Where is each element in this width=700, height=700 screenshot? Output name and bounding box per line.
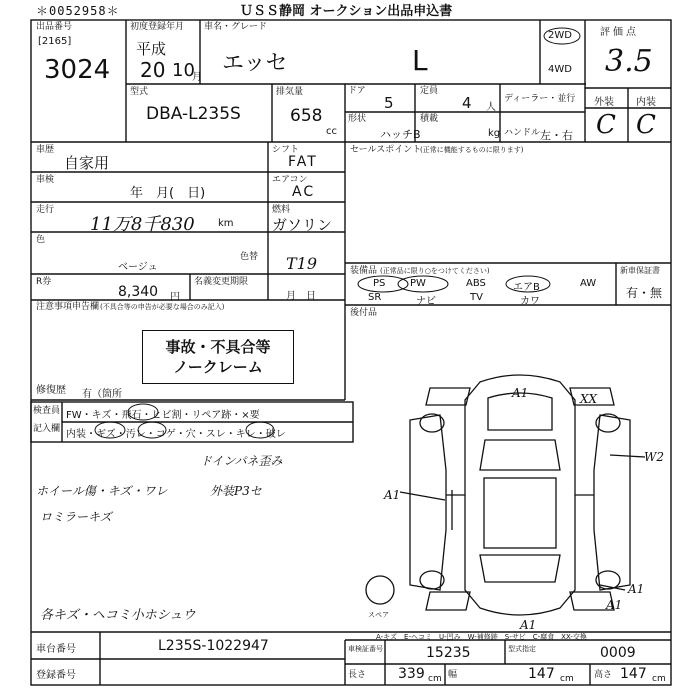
int-label: 内装 [636, 97, 656, 108]
equip-navi: ナビ [416, 296, 436, 307]
score-value: 3.5 [605, 44, 653, 79]
door-label: ドア [348, 86, 366, 96]
first-reg-month: 10 [172, 60, 195, 81]
capacity-label: 定員 [420, 86, 439, 96]
shift-value: FAT [288, 154, 318, 170]
inspection-label: 車検 [36, 175, 55, 185]
mileage-unit: km [218, 218, 234, 229]
mark-rear: A1 [520, 618, 537, 632]
first-reg-year: 20 [140, 58, 166, 82]
mileage-value: 11万8千830 [90, 214, 195, 235]
stamp-line1: 事故・不具合等 [165, 338, 271, 356]
barcode-number: ＊0052958＊ [36, 4, 120, 18]
lot-label: 出品番号 [36, 22, 73, 32]
usage-label: 車歴 [36, 145, 55, 155]
equip-tv: TV [470, 292, 483, 303]
notes-label: 注意事項申告欄 [36, 302, 100, 312]
dealer-label: ディーラー・並行 [504, 94, 576, 104]
ext-grade: C [596, 110, 616, 140]
handle-value: 左・右 [540, 129, 573, 142]
mark-left-side: A1 [384, 488, 401, 502]
checker-label1: 検査員 [33, 406, 61, 416]
displacement-unit: cc [326, 126, 337, 137]
remark-1: ドインパネ歪み [200, 454, 283, 468]
katashiki-value: DBA-L235S [146, 104, 241, 124]
remark-4: ロミラーキズ [40, 510, 112, 524]
notes-small: (不具合等の申告が必要な場合のみ記入) [100, 303, 225, 311]
model-code-value: 0009 [600, 645, 636, 661]
stamp-line2: ノークレーム [173, 358, 263, 376]
recycle-unit: 円 [170, 292, 180, 303]
displacement-label: 排気量 [276, 87, 304, 97]
name-change-label: 名義変更期限 [194, 277, 249, 287]
chassis-value: L235S-1022947 [158, 638, 269, 654]
model-grade: L [412, 44, 428, 77]
length-unit: cm [428, 674, 442, 684]
capacity-value: 4 [462, 94, 472, 112]
aircon-label: エアコン [272, 175, 308, 185]
body-label: 形状 [348, 114, 367, 124]
load-unit: kg [488, 128, 501, 139]
mark-roof: A1 [512, 386, 529, 400]
mark-rear-bumper: A1 [606, 598, 623, 612]
equipment-hint: (正常品に限り○をつけてください) [380, 267, 490, 275]
equip-ps: PS [373, 278, 386, 289]
width-value: 147 [528, 666, 555, 682]
height-unit: cm [652, 674, 666, 684]
checker-fw: FW・キズ・飛石・ヒビ割・リペア跡・×要 [66, 410, 260, 421]
remark-3: 外装P3セ [210, 484, 262, 498]
stock-label: 車検証番号 [348, 645, 383, 653]
repair-label: 修復歴 [36, 385, 66, 396]
aftermarket-label: 後付品 [350, 308, 378, 318]
equip-aw: AW [580, 278, 597, 289]
int-grade: C [636, 110, 656, 140]
displacement-value: 658 [290, 106, 323, 126]
capacity-unit: 人 [486, 102, 496, 113]
stock-value: 15235 [426, 645, 471, 661]
score-label: 評価点 [600, 27, 639, 38]
fuel-value: ガソリン [272, 216, 333, 234]
model-label: 車名・グレード [204, 22, 268, 32]
inspection-value: 年 月( 日) [130, 186, 206, 201]
height-label: 高さ [594, 670, 613, 680]
color-code: T19 [286, 254, 318, 273]
chassis-label: 車台番号 [36, 644, 76, 655]
remark-5: 各キズ・ヘコミ小ホシュウ [40, 608, 196, 623]
reg-number-label: 登録番号 [36, 670, 76, 681]
handle-label: ハンドル [504, 128, 541, 138]
equip-airbag: エアB [513, 282, 540, 293]
color-value: ベージュ [118, 262, 158, 273]
length-label: 長さ [348, 670, 367, 680]
load-label: 積載 [420, 114, 439, 124]
spare-label: スペア [368, 611, 389, 619]
lot-sub: [2165] [38, 36, 72, 47]
remark-2: ホイール傷・キズ・ワレ [36, 484, 168, 498]
checker-label2: 記入欄 [33, 424, 61, 434]
checker-interior: 内装・ギズ・汚レ・コゲ・穴・スレ・キレ・破レ [66, 429, 286, 440]
car-diagram [366, 375, 645, 615]
lot-number: 3024 [44, 55, 111, 85]
mark-front-right: XX [580, 392, 598, 406]
model-name: エッセ [222, 51, 288, 76]
shift-label: シフト [272, 145, 300, 155]
warranty-label: 新車保証書 [620, 266, 660, 275]
width-label: 幅 [448, 670, 458, 680]
equip-sr: SR [368, 292, 382, 303]
recycle-value: 8,340 [118, 284, 159, 300]
recycle-label: R券 [36, 277, 52, 287]
damage-legend: A-キズ E-ヘコミ U-凹み W-補修跡 S-サビ C-腐食 XX-交換 [376, 633, 587, 641]
model-code-label: 型式指定 [508, 645, 536, 653]
width-unit: cm [560, 674, 574, 684]
no-claim-stamp [142, 330, 294, 384]
mark-right-side: W2 [644, 450, 664, 464]
katashiki-label: 型式 [130, 87, 149, 97]
mark-rear-right: A1 [628, 582, 645, 596]
repair-value: 有（箇所 [82, 389, 122, 400]
venue-title: ＵＳＳ静岡 オークション出品申込書 [240, 4, 453, 19]
sales-point-label: セールスポイント [350, 145, 422, 155]
equipment-label: 装備品 [350, 266, 378, 276]
length-value: 339 [398, 666, 425, 682]
door-value: 5 [384, 94, 394, 112]
color-label: 色 [36, 235, 46, 245]
mileage-label: 走行 [36, 205, 55, 215]
sales-point-hint: (正常に機能するものに限ります) [420, 146, 524, 154]
first-reg-suffix: 月 [192, 72, 202, 83]
fuel-label: 燃料 [272, 205, 291, 215]
first-reg-era: 平成 [136, 40, 167, 58]
usage-value: 自家用 [64, 154, 110, 172]
aircon-value: AC [292, 184, 316, 200]
equip-leather: カワ [520, 296, 540, 307]
drive-2wd: 2WD [548, 30, 572, 41]
warranty-value: 有・無 [626, 286, 663, 300]
body-value: ハッチB [380, 128, 421, 141]
height-value: 147 [620, 666, 647, 682]
drive-4wd: 4WD [548, 64, 572, 75]
name-change-value: 月 日 [286, 291, 316, 302]
color-code-label: 色替 [240, 252, 259, 262]
equip-abs: ABS [466, 278, 486, 289]
first-reg-label: 初度登録年月 [130, 22, 185, 32]
ext-label: 外装 [594, 97, 614, 108]
equip-pw: PW [410, 278, 426, 289]
